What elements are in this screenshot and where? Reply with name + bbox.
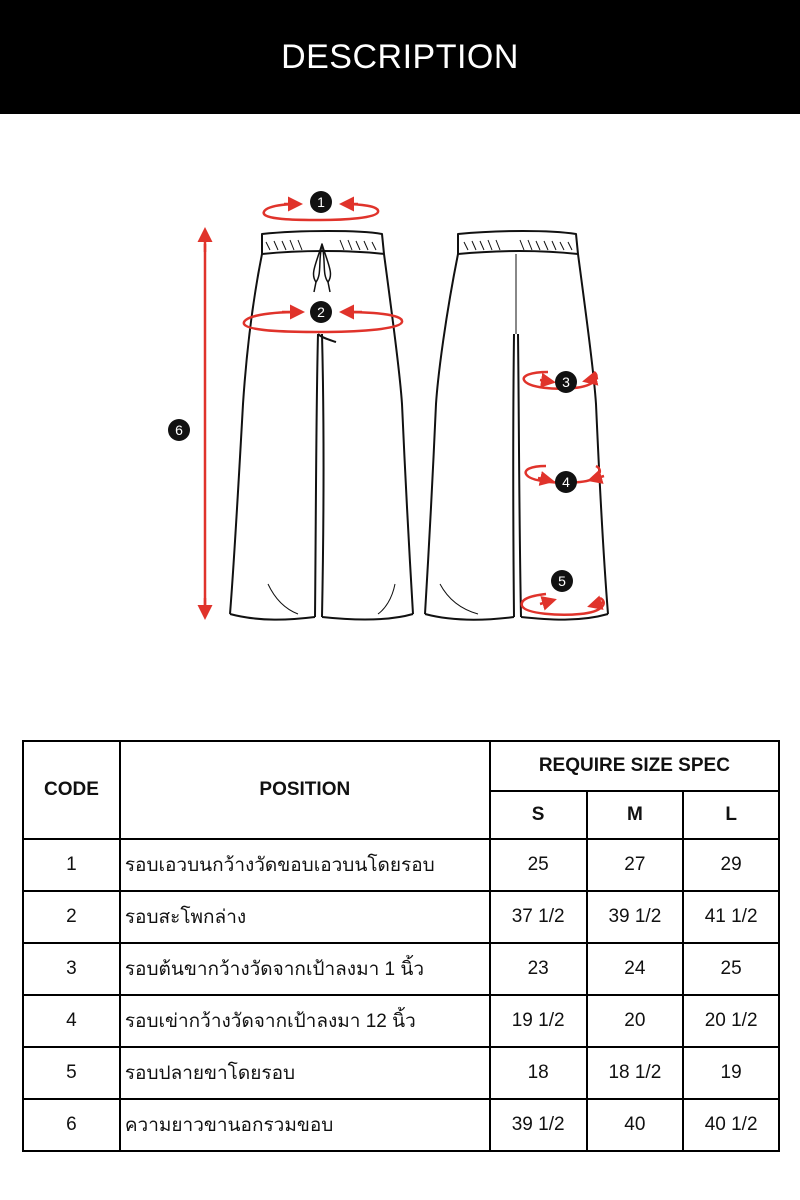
back-pants-illustration xyxy=(425,231,608,620)
size-l-header: L xyxy=(683,791,779,839)
size-m-header: M xyxy=(587,791,684,839)
table-row xyxy=(23,995,779,1047)
row-code: 5 xyxy=(23,1047,120,1099)
marker-4-label: 4 xyxy=(562,474,570,490)
row-size-s: 37 1/2 xyxy=(490,891,587,943)
row-code: 4 xyxy=(23,995,120,1047)
row-position: รอบสะโพกล่าง xyxy=(120,891,490,943)
marker-5-label: 5 xyxy=(558,573,566,589)
marker-6-label: 6 xyxy=(175,422,183,438)
row-size-s: 39 1/2 xyxy=(490,1099,587,1151)
row-size-l: 25 xyxy=(683,943,779,995)
row-position: รอบปลายขาโดยรอบ xyxy=(120,1047,490,1099)
row-size-l: 29 xyxy=(683,839,779,891)
front-pants-illustration xyxy=(230,231,413,620)
row-position: ความยาวขานอกรวมขอบ xyxy=(120,1099,490,1151)
row-size-l: 40 1/2 xyxy=(683,1099,779,1151)
code-header: CODE xyxy=(23,741,120,839)
row-size-m: 18 1/2 xyxy=(587,1047,684,1099)
row-position: รอบเอวบนกว้างวัดขอบเอวบนโดยรอบ xyxy=(120,839,490,891)
pants-measurement-diagram xyxy=(0,114,800,714)
row-position: รอบต้นขากว้างวัดจากเป้าลงมา 1 นิ้ว xyxy=(120,943,490,995)
row-size-s: 23 xyxy=(490,943,587,995)
row-size-l: 19 xyxy=(683,1047,779,1099)
measurement-arrows xyxy=(205,204,604,617)
row-size-s: 25 xyxy=(490,839,587,891)
marker-4 xyxy=(555,471,577,493)
row-size-l: 41 1/2 xyxy=(683,891,779,943)
row-size-s: 19 1/2 xyxy=(490,995,587,1047)
marker-6 xyxy=(168,419,190,441)
table-row xyxy=(23,1047,779,1099)
row-code: 1 xyxy=(23,839,120,891)
size-s-header: S xyxy=(490,791,587,839)
row-code: 2 xyxy=(23,891,120,943)
row-size-m: 27 xyxy=(587,839,684,891)
table-row xyxy=(23,839,779,891)
marker-2 xyxy=(310,301,332,323)
row-size-m: 39 1/2 xyxy=(587,891,684,943)
marker-5 xyxy=(551,570,573,592)
row-size-m: 20 xyxy=(587,995,684,1047)
row-position: รอบเข่ากว้างวัดจากเป้าลงมา 12 นิ้ว xyxy=(120,995,490,1047)
marker-1-label: 1 xyxy=(317,194,325,210)
table-row xyxy=(23,943,779,995)
page-title: DESCRIPTION xyxy=(281,37,519,76)
row-code: 6 xyxy=(23,1099,120,1151)
table-row xyxy=(23,1099,779,1151)
row-size-m: 24 xyxy=(587,943,684,995)
row-code: 3 xyxy=(23,943,120,995)
size-spec-table xyxy=(22,740,780,1152)
marker-2-label: 2 xyxy=(317,304,325,320)
require-size-spec-header: REQUIRE SIZE SPEC xyxy=(490,741,779,791)
row-size-l: 20 1/2 xyxy=(683,995,779,1047)
table-row xyxy=(23,891,779,943)
marker-3 xyxy=(555,371,577,393)
marker-3-label: 3 xyxy=(562,374,570,390)
row-size-s: 18 xyxy=(490,1047,587,1099)
marker-1 xyxy=(310,191,332,213)
header-bar xyxy=(0,0,800,114)
row-size-m: 40 xyxy=(587,1099,684,1151)
position-header: POSITION xyxy=(120,741,490,839)
